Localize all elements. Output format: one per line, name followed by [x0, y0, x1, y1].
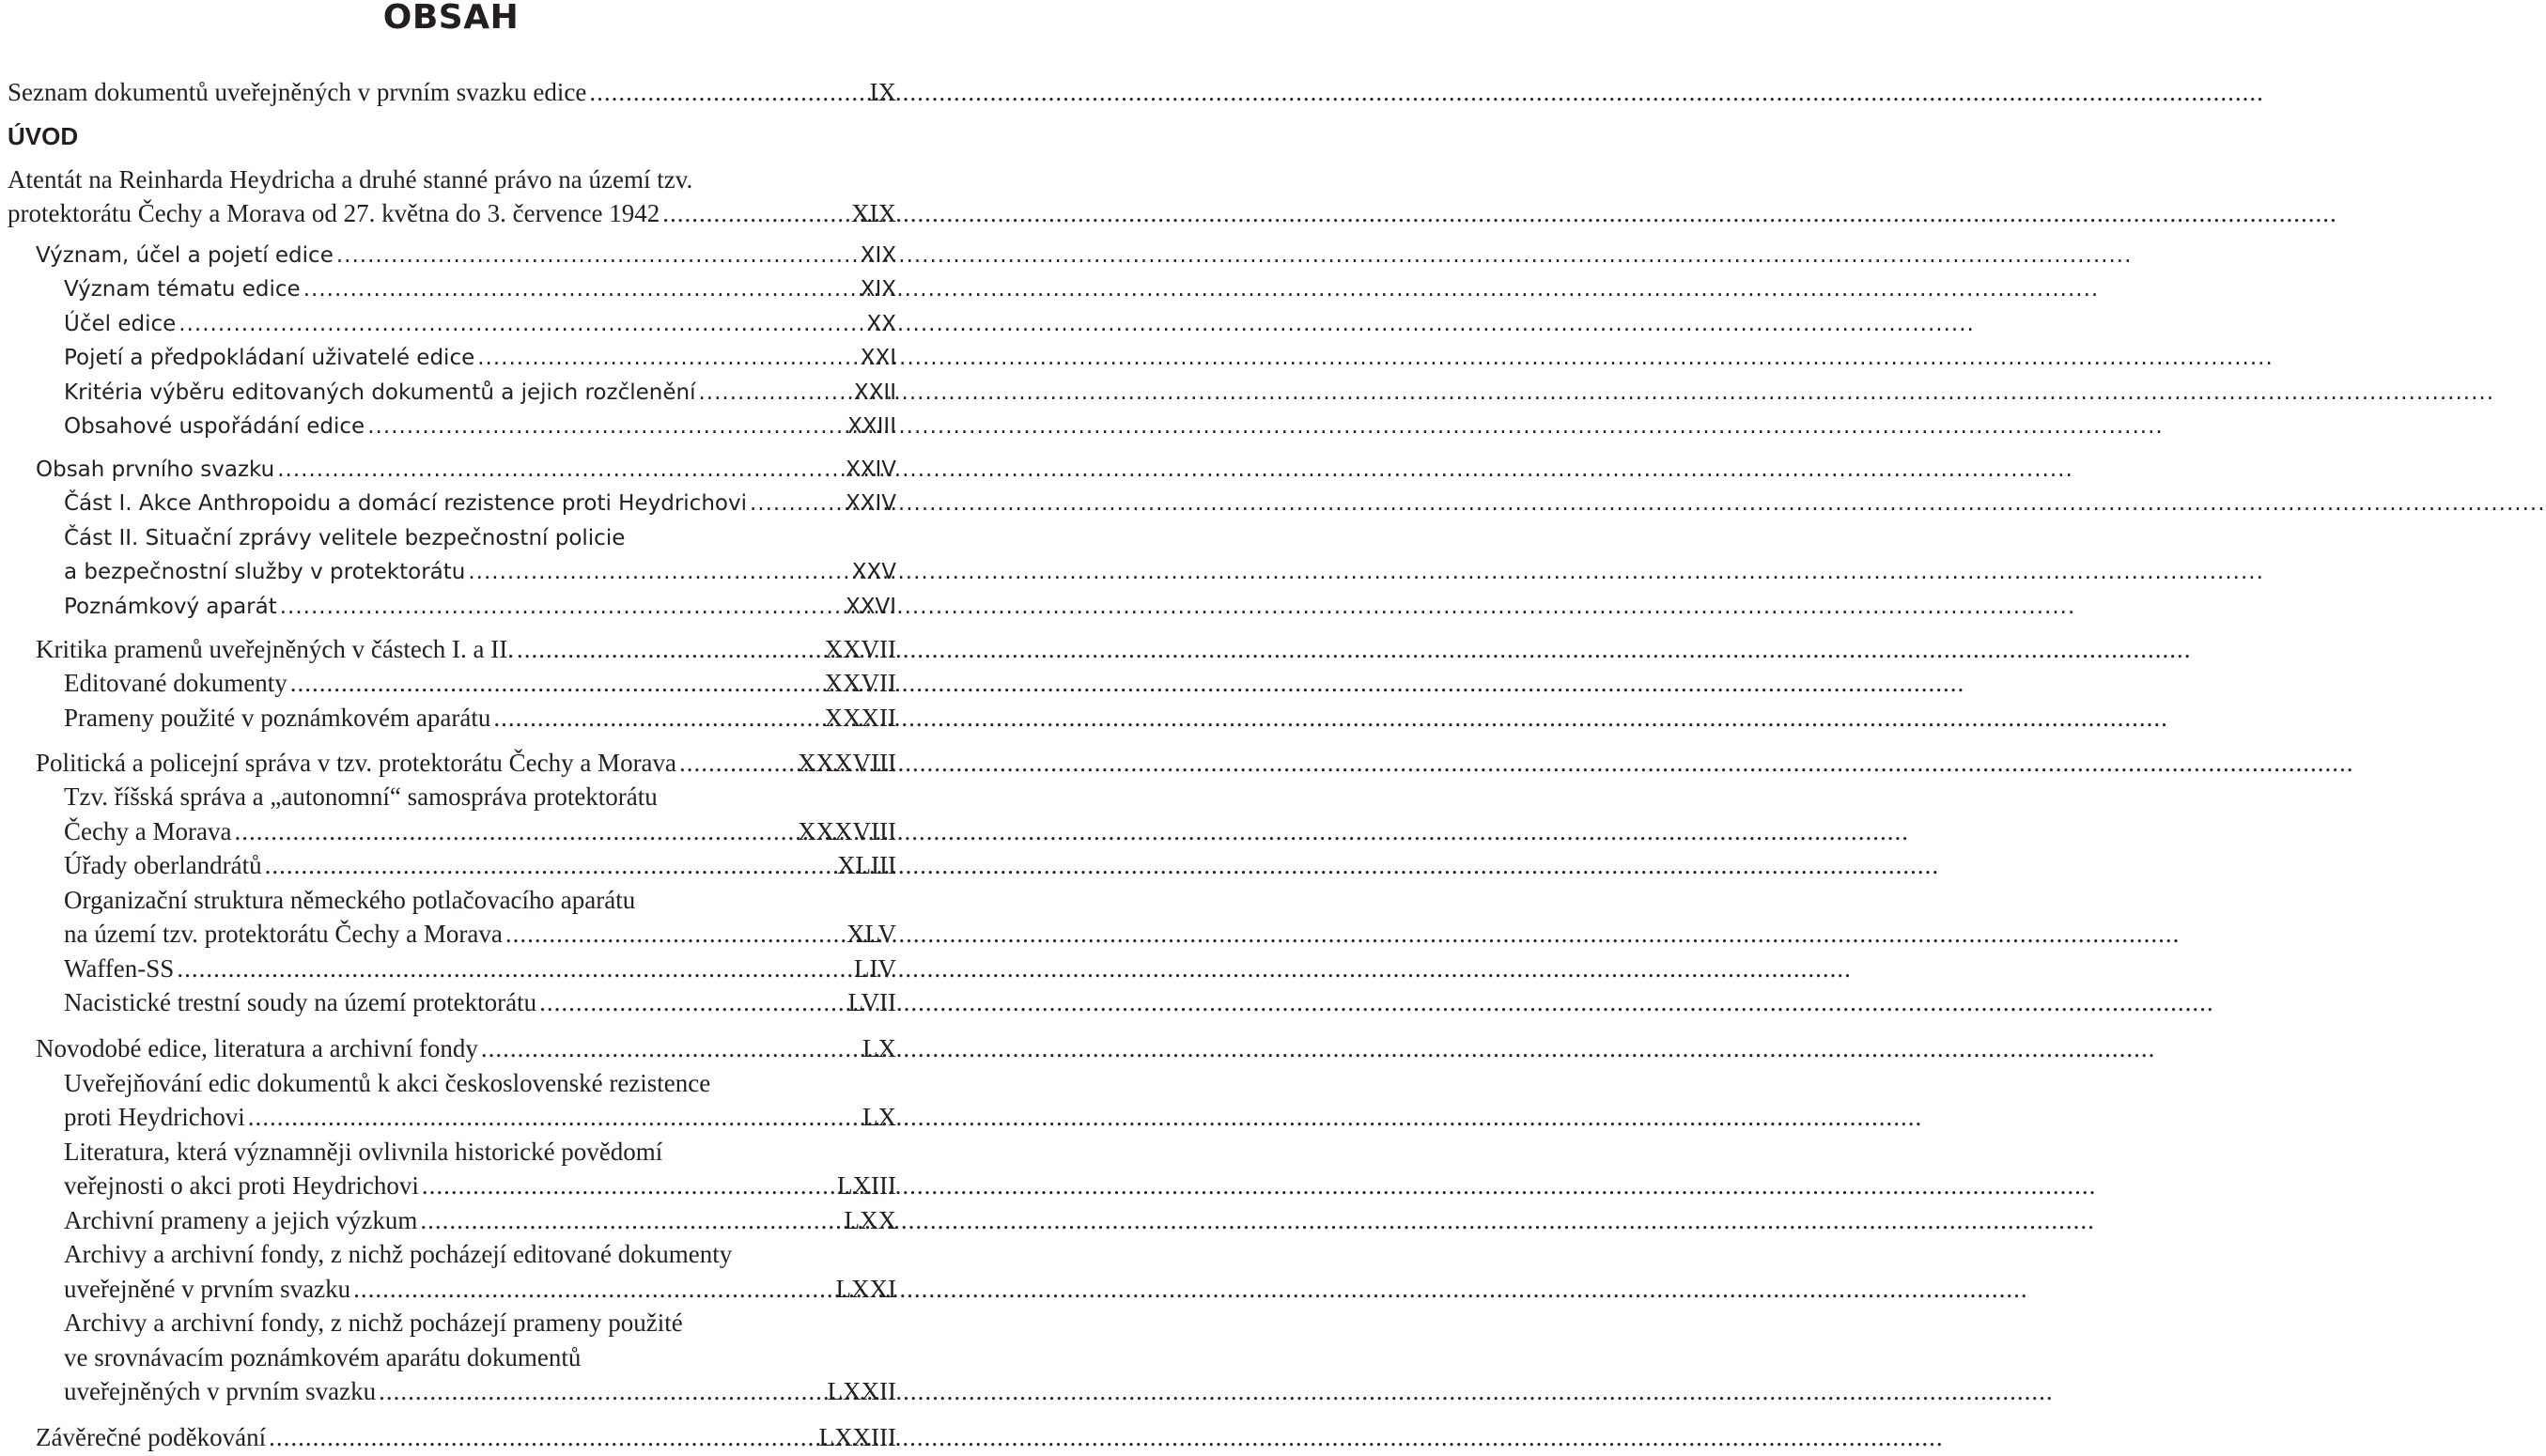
toc-entry-title: Atentát na Reinharda Heydricha a druhé stanné právo na území tzv. [8, 165, 693, 194]
toc-entry-page: XXI [860, 346, 896, 370]
toc-entry-title: Editované dokumenty [64, 669, 287, 697]
toc-entry-title: na území tzv. protektorátu Čechy a Morava [64, 920, 503, 948]
toc-entry-page: LX [862, 1103, 896, 1131]
toc-entry-page: XXXVIII [798, 817, 896, 845]
toc-entry[interactable] [8, 75, 896, 109]
toc-entry-page: XXIV [845, 457, 896, 482]
toc-entry[interactable] [64, 341, 896, 375]
toc-entry-title: Waffen-SS [64, 954, 175, 983]
toc-entry[interactable] [64, 985, 896, 1019]
leader-dots [662, 196, 848, 230]
leader-dots [589, 75, 866, 109]
toc-entry[interactable] [64, 952, 896, 985]
toc-entry[interactable] [64, 848, 896, 882]
toc-entry-title: ve srovnávacím poznámkovém aparátu dokumentů [64, 1343, 582, 1371]
toc-entry[interactable] [64, 1374, 896, 1408]
toc-entry-page: LXXIII [818, 1423, 896, 1451]
toc-entry-page: LXX [844, 1206, 896, 1234]
toc-entry-title: Část II. Situační zprávy velitele bezpečnostní policie [64, 526, 626, 550]
toc-entry[interactable] [64, 666, 896, 700]
leader-dots [481, 1031, 860, 1065]
toc-entry-title: Význam, účel a pojetí edice [36, 243, 334, 268]
toc-entry-page: XXXII [824, 704, 896, 732]
toc-entry[interactable] [36, 1420, 896, 1454]
leader-dots [517, 632, 821, 666]
toc-entry-page: XLIII [837, 851, 896, 879]
toc-entry-page: LXXI [835, 1275, 896, 1303]
toc-entry-page: XIX [860, 243, 896, 268]
toc-entry[interactable] [64, 590, 896, 624]
toc-entry-title: Obsah prvního svazku [36, 457, 275, 482]
toc-entry-title: Literatura, která významněji ovlivnila historické povědomí [64, 1138, 663, 1166]
toc-entry[interactable] [64, 1272, 896, 1306]
leader-dots [505, 917, 844, 951]
leader-dots [248, 1100, 860, 1134]
leader-dots [698, 376, 850, 410]
toc-entry-page: LXIII [837, 1171, 896, 1200]
leader-dots [379, 1374, 824, 1408]
toc-entry[interactable] [36, 632, 896, 666]
toc-entry[interactable] [64, 1340, 896, 1374]
toc-entry-page: XXIII [847, 414, 896, 439]
leader-dots [269, 1420, 815, 1454]
toc-entry[interactable] [64, 1306, 896, 1340]
toc-entry[interactable] [64, 272, 896, 306]
toc-entry-title: Politická a policejní správa v tzv. protektorátu Čechy a Morava [36, 749, 677, 777]
toc-entry-page: XXIV [845, 491, 896, 516]
toc-entry[interactable] [8, 163, 896, 196]
toc-entry[interactable] [8, 196, 896, 230]
toc-entry-page: LX [862, 1034, 896, 1062]
leader-dots [277, 453, 843, 487]
leader-dots [422, 1169, 834, 1202]
toc-entry[interactable] [64, 701, 896, 735]
toc-entry[interactable] [36, 1031, 896, 1065]
toc-entry[interactable] [64, 1135, 896, 1169]
toc-entry[interactable] [64, 410, 896, 443]
toc-entry[interactable] [36, 746, 896, 780]
toc-entry[interactable] [64, 780, 896, 813]
toc-entry-title: uveřejněných v prvním svazku [64, 1377, 377, 1405]
toc-entry-title: Úřady oberlandrátů [64, 851, 262, 879]
toc-entry-title: Význam tématu edice [64, 277, 301, 302]
toc-entry-title: Pojetí a předpokládaní uživatelé edice [64, 346, 475, 370]
toc-section-heading [8, 119, 896, 153]
toc-entry-title: ÚVOD [8, 122, 79, 150]
leader-dots [280, 590, 843, 624]
toc-entry[interactable] [64, 521, 896, 555]
toc-entry-page: XIX [851, 199, 896, 227]
toc-entry-title: uveřejněné v prvním svazku [64, 1275, 351, 1303]
toc-entry-page: XXV [851, 560, 896, 584]
toc-entry-title: Nacistické trestní soudy na území protektorátu [64, 988, 537, 1016]
leader-dots [353, 1272, 832, 1306]
toc-entry[interactable] [64, 917, 896, 951]
toc-entry-title: Seznam dokumentů uveřejněných v prvním svazku edice [8, 78, 587, 106]
toc-entry[interactable] [64, 1203, 896, 1237]
toc-entry-page: XXVII [824, 635, 896, 663]
toc-entry-title: veřejnosti o akci proti Heydrichovi [64, 1171, 419, 1200]
toc-entry-page: XXII [853, 380, 896, 405]
toc-entry-page: LVII [847, 988, 896, 1016]
toc-entry-title: Uveřejňování edic dokumentů k akci československé rezistence [64, 1069, 711, 1097]
leader-dots [420, 1203, 841, 1237]
leader-dots [493, 701, 821, 735]
leader-dots [179, 307, 863, 341]
toc-entry-page: XXXVIII [798, 749, 896, 777]
toc-entry-title: Kritika pramenů uveřejněných v částech I. a II. [36, 635, 515, 663]
leader-dots [477, 341, 857, 375]
leader-dots [367, 410, 845, 443]
toc-entry-title: proti Heydrichovi [64, 1103, 245, 1131]
leader-dots [539, 985, 845, 1019]
toc-entry-title: a bezpečnostní služby v protektorátu [64, 560, 466, 584]
toc-entry[interactable] [36, 453, 896, 487]
toc-entry[interactable] [64, 1169, 896, 1202]
toc-entry-title: Novodobé edice, literatura a archivní fondy [36, 1034, 478, 1062]
toc-entry-title: protektorátu Čechy a Morava od 27. května do 3. července 1942 [8, 199, 660, 227]
toc-entry-title: Archivy a archivní fondy, z nichž pocházejí prameny použité [64, 1309, 683, 1337]
toc-entry-title: Kritéria výběru editovaných dokumentů a jejich rozčlenění [64, 380, 696, 405]
toc-entry-title: Organizační struktura německého potlačovacího aparátu [64, 886, 636, 914]
toc-entry-page: XX [866, 312, 896, 336]
toc-entry-page: XLV [846, 920, 896, 948]
page-title: OBSAH [382, 0, 520, 37]
toc-entry[interactable] [64, 555, 896, 589]
toc-entry-page: IX [869, 78, 896, 106]
toc-entry[interactable] [64, 307, 896, 341]
toc-entry-title: Archivní prameny a jejich výzkum [64, 1206, 418, 1234]
toc-entry[interactable] [64, 376, 896, 410]
toc-entry-title: Prameny použité v poznámkovém aparátu [64, 704, 491, 732]
toc-entry[interactable] [64, 814, 896, 848]
toc-entry-page: XIX [860, 277, 896, 302]
toc-entry-title: Poznámkový aparát [64, 595, 277, 619]
toc-entry[interactable] [36, 239, 896, 272]
toc-entry-title: Závěrečné poděkování [36, 1423, 267, 1451]
leader-dots [265, 848, 834, 882]
leader-dots [750, 487, 843, 520]
toc-entry-page: LIV [854, 954, 896, 983]
leader-dots [234, 814, 795, 848]
toc-entry-page: XXVI [845, 595, 896, 619]
leader-dots [468, 555, 848, 589]
toc-entry[interactable] [64, 1066, 896, 1100]
toc-entry[interactable] [64, 1237, 896, 1271]
toc-entry-title: Archivy a archivní fondy, z nichž pocházejí editované dokumenty [64, 1240, 733, 1268]
toc-entry-title: Účel edice [64, 312, 177, 336]
leader-dots [336, 239, 858, 272]
toc-entry-title: Obsahové uspořádání edice [64, 414, 365, 439]
leader-dots [177, 952, 851, 985]
toc-entry-title: Tzv. říšská správa a „autonomní“ samospráva protektorátu [64, 782, 658, 811]
toc-entry-page: XXVII [824, 669, 896, 697]
toc-entry-title: Čechy a Morava [64, 817, 232, 845]
toc-entry[interactable] [64, 1100, 896, 1134]
toc-entry-title: Část I. Akce Anthropoidu a domácí rezistence proti Heydrichovi [64, 491, 747, 516]
toc-entry-page: LXXII [827, 1377, 896, 1405]
leader-dots [290, 666, 822, 700]
toc-entry[interactable] [64, 487, 896, 520]
toc-entry[interactable] [64, 883, 896, 917]
leader-dots [303, 272, 858, 306]
leader-dots [679, 746, 795, 780]
